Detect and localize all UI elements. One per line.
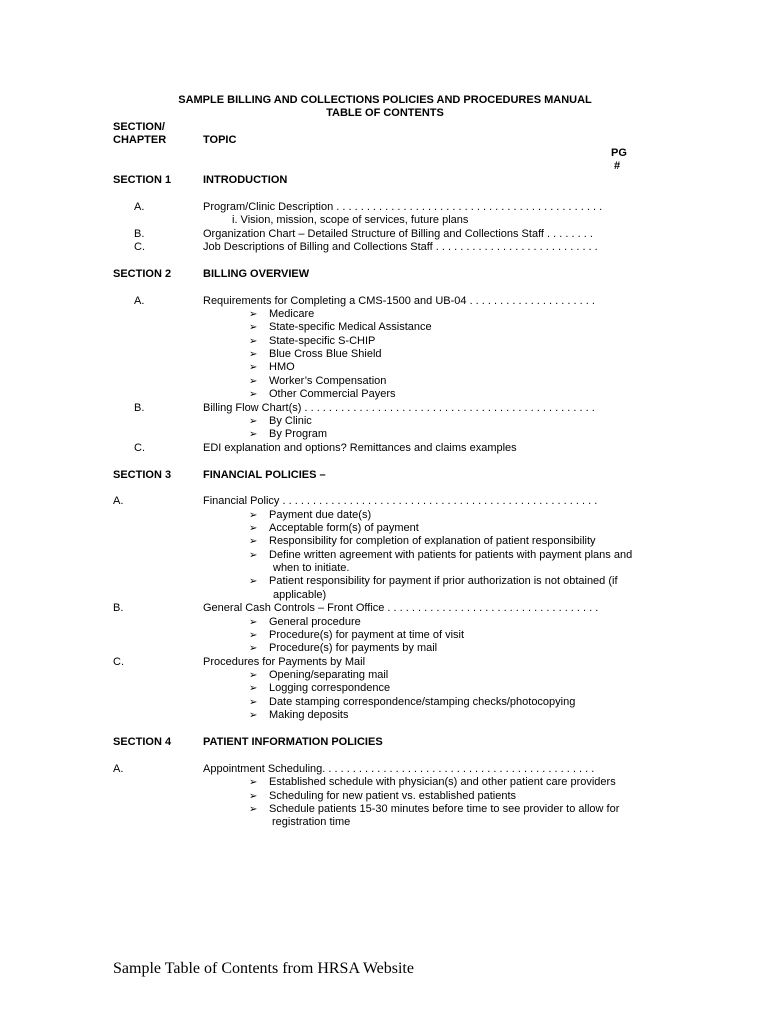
list-item-continuation: when to initiate.	[273, 562, 350, 574]
section-1-item-a-subitem: i. Vision, mission, scope of services, future plans	[232, 214, 469, 226]
arrow-bullet-icon: ➢	[249, 670, 258, 681]
section-1-item-a-text: Program/Clinic Description . . . . . . . . . . . . . . . . . . . . . . . . . . . . . . . . . . . . . . . . . . . .	[203, 201, 603, 213]
section-2-item-c-letter: C.	[134, 442, 145, 454]
section-3-item-c-letter: C.	[113, 656, 124, 668]
column-header-chapter: CHAPTER	[113, 134, 167, 146]
column-header-section: SECTION/	[113, 121, 165, 133]
section-2-item-a-text: Requirements for Completing a CMS-1500 and UB-04 . . . . . . . . . . . . . . . . . . . . .	[203, 295, 595, 307]
section-4-label: SECTION 4	[113, 736, 172, 748]
arrow-bullet-icon: ➢	[249, 416, 258, 427]
section-3-item-a-letter: A.	[113, 495, 124, 507]
arrow-bullet-icon: ➢	[249, 322, 258, 333]
column-header-page-number: #	[614, 160, 621, 172]
arrow-bullet-icon: ➢	[249, 362, 258, 373]
section-1-item-c-letter: C.	[134, 241, 145, 253]
section-1-item-a-letter: A.	[134, 201, 145, 213]
section-1-heading: INTRODUCTION	[203, 174, 288, 186]
section-2-item-a-letter: A.	[134, 295, 145, 307]
arrow-bullet-icon: ➢	[249, 617, 258, 628]
section-1-label: SECTION 1	[113, 174, 172, 186]
section-3-item-b-text: General Cash Controls – Front Office . . . . . . . . . . . . . . . . . . . . . . . . . . . . . . . . . . .	[203, 602, 599, 614]
section-2-item-b-letter: B.	[134, 402, 145, 414]
arrow-bullet-icon: ➢	[249, 576, 258, 587]
arrow-bullet-icon: ➢	[249, 536, 258, 547]
section-1-item-b-letter: B.	[134, 228, 145, 240]
section-2-item-c-text: EDI explanation and options? Remittances and claims examples	[203, 442, 517, 454]
section-2-heading: BILLING OVERVIEW	[203, 268, 310, 280]
section-4-heading: PATIENT INFORMATION POLICIES	[203, 736, 383, 748]
arrow-bullet-icon: ➢	[249, 804, 258, 815]
arrow-bullet-icon: ➢	[249, 309, 258, 320]
arrow-bullet-icon: ➢	[249, 523, 258, 534]
section-3-label: SECTION 3	[113, 469, 172, 481]
column-header-topic: TOPIC	[203, 134, 237, 146]
section-3-item-a-text: Financial Policy . . . . . . . . . . . . . . . . . . . . . . . . . . . . . . . . . . . . . . . . . . . . . . . . . . . .	[203, 495, 598, 507]
section-3-item-b-letter: B.	[113, 602, 124, 614]
section-2-item-b-text: Billing Flow Chart(s) . . . . . . . . . . . . . . . . . . . . . . . . . . . . . . . . . . . . . . . . . . . . . . . .	[203, 402, 595, 414]
arrow-bullet-icon: ➢	[249, 336, 258, 347]
footer-caption: Sample Table of Contents from HRSA Website	[113, 960, 414, 977]
section-1-item-c-text: Job Descriptions of Billing and Collections Staff . . . . . . . . . . . . . . . . . . . . . . . . . . .	[203, 241, 598, 253]
arrow-bullet-icon: ➢	[249, 429, 258, 440]
column-header-page: PG	[611, 147, 627, 159]
arrow-bullet-icon: ➢	[249, 510, 258, 521]
arrow-bullet-icon: ➢	[249, 550, 258, 561]
arrow-bullet-icon: ➢	[249, 630, 258, 641]
arrow-bullet-icon: ➢	[249, 349, 258, 360]
arrow-bullet-icon: ➢	[249, 791, 258, 802]
section-4-item-a-text: Appointment Scheduling. . . . . . . . . . . . . . . . . . . . . . . . . . . . . . . . . . . . . . . . . . . . .	[203, 763, 595, 775]
document-subtitle: TABLE OF CONTENTS	[326, 107, 444, 119]
section-1-item-b-text: Organization Chart – Detailed Structure of Billing and Collections Staff . . . . . . . .	[203, 228, 593, 240]
arrow-bullet-icon: ➢	[249, 777, 258, 788]
section-3-heading: FINANCIAL POLICIES –	[203, 469, 326, 481]
arrow-bullet-icon: ➢	[249, 710, 258, 721]
arrow-bullet-icon: ➢	[249, 683, 258, 694]
arrow-bullet-icon: ➢	[249, 389, 258, 400]
arrow-bullet-icon: ➢	[249, 643, 258, 654]
document-title: SAMPLE BILLING AND COLLECTIONS POLICIES AND PROCEDURES MANUAL	[178, 94, 592, 106]
section-4-item-a-letter: A.	[113, 763, 124, 775]
list-item-continuation: registration time	[272, 816, 351, 828]
list-item-continuation: applicable)	[273, 589, 327, 601]
arrow-bullet-icon: ➢	[249, 697, 258, 708]
section-2-label: SECTION 2	[113, 268, 172, 280]
section-3-item-c-text: Procedures for Payments by Mail	[203, 656, 366, 668]
arrow-bullet-icon: ➢	[249, 376, 258, 387]
